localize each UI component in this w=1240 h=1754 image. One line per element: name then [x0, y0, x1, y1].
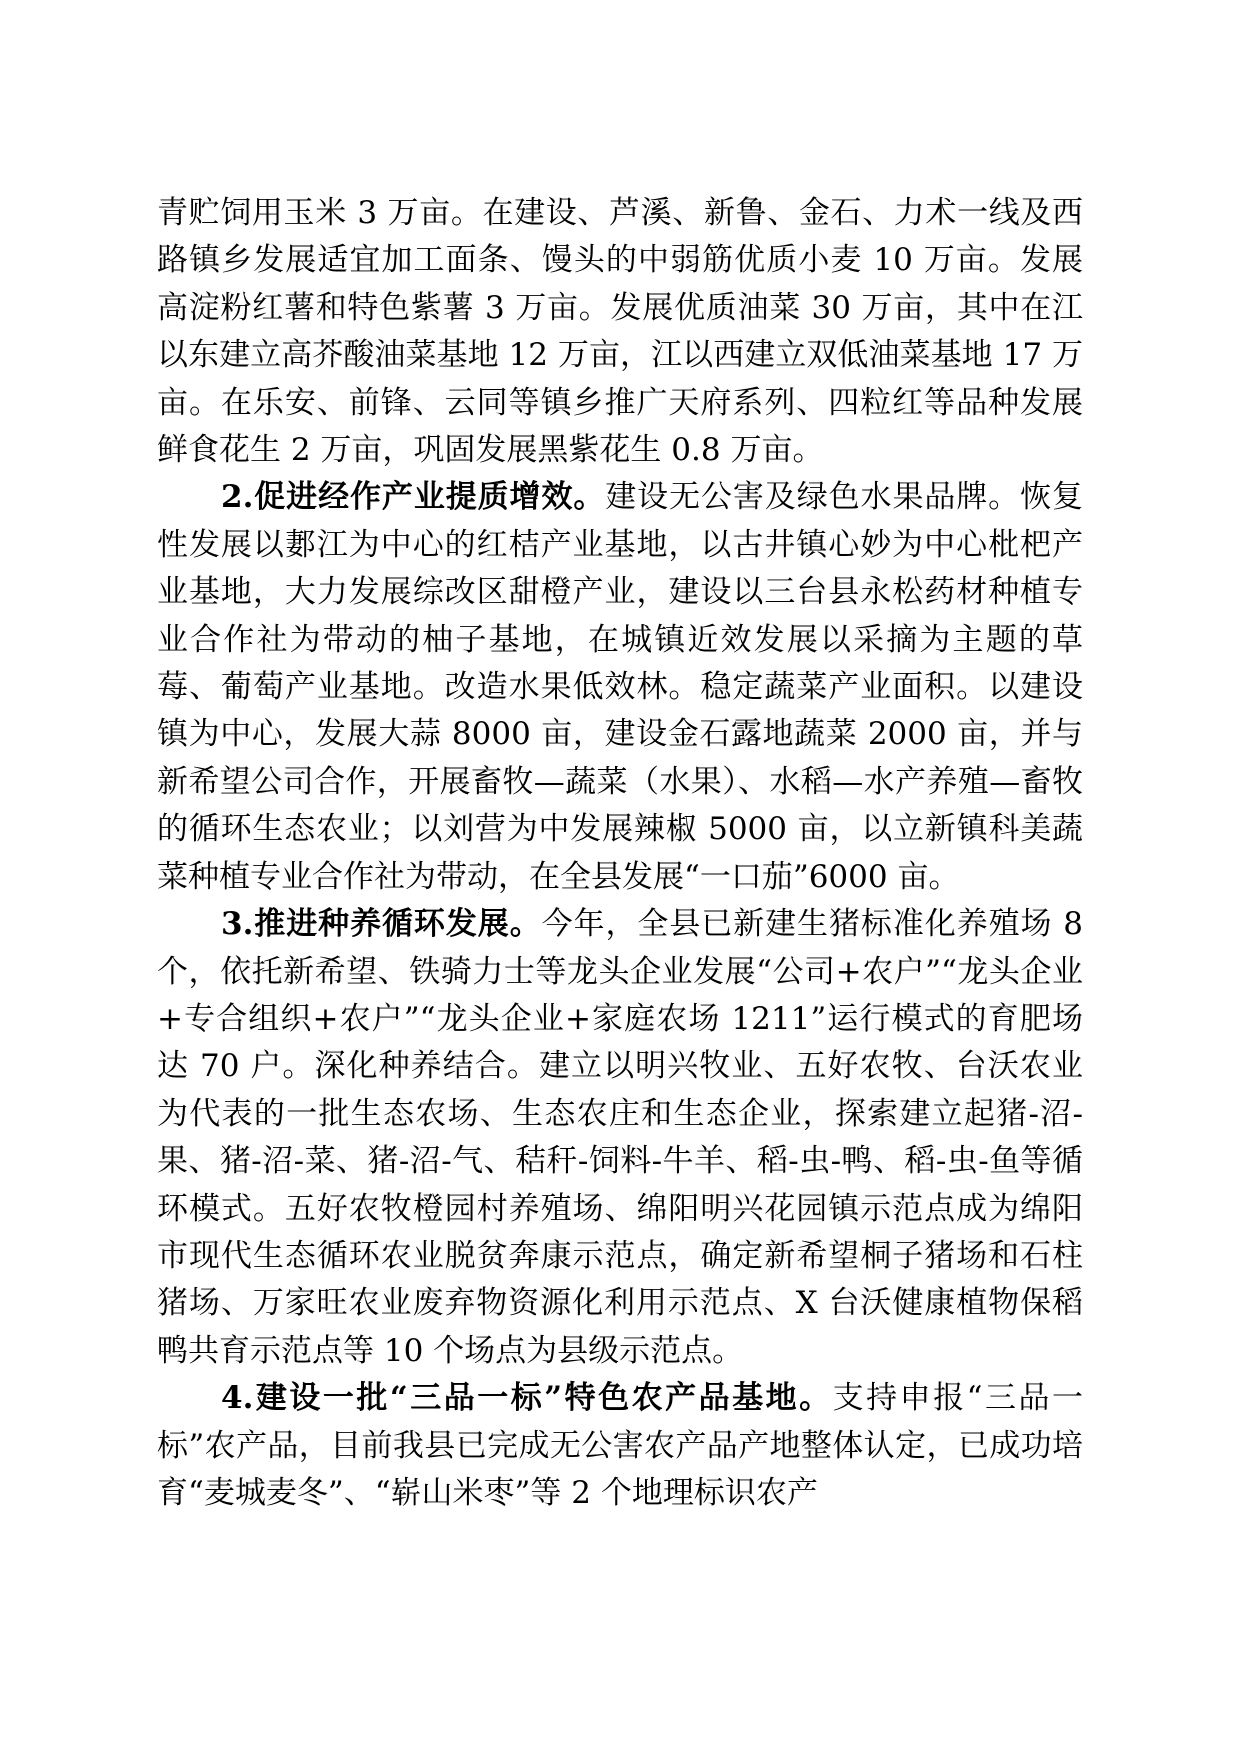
paragraph-body: 支持申报“三品一标”农产品，目前我县已完成无公害农产品产地整体认定，已成功培育“麦城麦冬”、“崭山米枣”等 2 个地理标识农产: [157, 1380, 1083, 1511]
paragraph-cash-crops: [157, 474, 1083, 901]
section-heading-4: 4.建设一批“三品一标”特色农产品基地。: [221, 1380, 833, 1417]
paragraph-body: 青贮饲用玉米 3 万亩。在建设、芦溪、新鲁、金石、力术一线及西路镇乡发展适宜加工面条、馒头的中弱筋优质小麦 10 万亩。发展高淀粉红薯和特色紫薯 3 万亩。发展优质油菜 30 万亩，其中在江以东建立高芥酸油菜基地 12 万亩，江以西建立双低油菜基地 17 万亩。在乐安、前锋、云同等镇乡推广天府系列、四粒红等品种发展鲜食花生 2 万亩，巩固发展黑紫花生 0.8 万亩。: [157, 195, 1083, 469]
document-page: [157, 190, 1083, 1517]
paragraph-circular-farming: [157, 901, 1083, 1375]
section-heading-3: 3.推进种养循环发展。: [221, 906, 542, 943]
paragraph-grain-crops: [157, 190, 1083, 474]
paragraph-product-bases: [157, 1375, 1083, 1517]
paragraph-body: 今年，全县已新建生猪标准化养殖场 8 个，依托新希望、铁骑力士等龙头企业发展“公司+农户”“龙头企业+专合组织+农户”“龙头企业+家庭农场 1211”运行模式的育肥场达 70 户。深化种养结合。建立以明兴牧业、五好农牧、台沃农业为代表的一批生态农场、生态农庄和生态企业，探索建立起猪-沼-果、猪-沼-菜、猪-沼-气、秸秆-饲料-牛羊、稻-虫-鸭、稻-虫-鱼等循环模式。五好农牧橙园村养殖场、绵阳明兴花园镇示范点成为绵阳市现代生态循环农业脱贫奔康示范点，确定新希望桐子猪场和石柱猪场、万家旺农业废弃物资源化利用示范点、X 台沃健康植物保稻鸭共育示范点等 10 个场点为县级示范点。: [157, 906, 1083, 1369]
paragraph-body: 建设无公害及绿色水果品牌。恢复性发展以郪江为中心的红桔产业基地，以古井镇心妙为中心枇杷产业基地，大力发展综改区甜橙产业，建设以三台县永松药材种植专业合作社为带动的柚子基地，在城镇近效发展以采摘为主题的草莓、葡萄产业基地。改造水果低效林。稳定蔬菜产业面积。以建设镇为中心，发展大蒜 8000 亩，建设金石露地蔬菜 2000 亩，并与新希望公司合作，开展畜牧—蔬菜（水果）、水稻—水产养殖—畜牧的循环生态农业；以刘营为中发展辣椒 5000 亩，以立新镇科美蔬菜种植专业合作社为带动，在全县发展“一口茄”6000 亩。: [157, 479, 1083, 895]
section-heading-2: 2.促进经作产业提质增效。: [221, 479, 606, 516]
